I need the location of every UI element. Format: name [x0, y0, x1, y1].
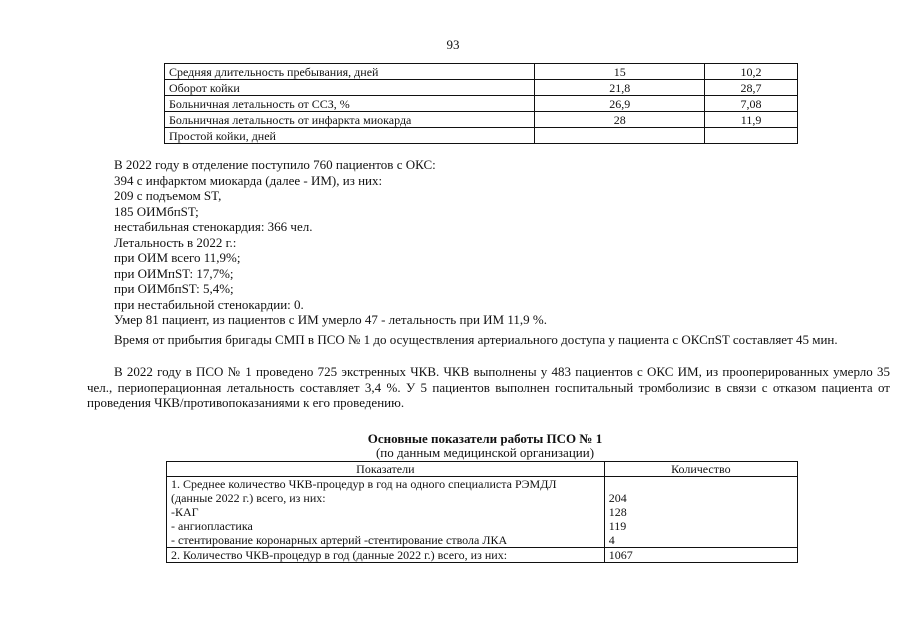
stat-value: 10,2: [705, 64, 798, 80]
stat-label: Простой койки, дней: [165, 128, 535, 144]
table-row: [167, 477, 798, 548]
text-line: В 2022 году в отделение поступило 760 пациентов с ОКС:: [114, 157, 436, 172]
stat-label: Средняя длительность пребывания, дней: [165, 64, 535, 80]
stat-value: 28: [535, 112, 705, 128]
stat-value: 26,9: [535, 96, 705, 112]
section-title: Основные показатели работы ПСО № 1: [367, 431, 603, 446]
indicator-line: (данные 2022 г.) всего, из них:: [171, 491, 326, 505]
paragraph-text: Время от прибытия бригады СМП в ПСО № 1 до осуществления артериального доступа у пациента с ОКСпST составляет 45 мин.: [114, 332, 838, 347]
quantity-cell: [604, 477, 797, 548]
table-row: [167, 548, 798, 563]
text-line: Летальность в 2022 г.:: [114, 234, 237, 250]
column-header: Количество: [604, 462, 797, 477]
quantity-value: 119: [608, 519, 627, 533]
column-header: Показатели: [167, 462, 605, 477]
indicator-line: -КАГ: [171, 505, 199, 519]
text-line: нестабильная стенокардия: 366 чел.: [114, 219, 313, 234]
table-row: [165, 64, 798, 80]
stat-value: 21,8: [535, 80, 705, 96]
quantity-value: 204: [608, 491, 627, 505]
quantity-value: 1067: [604, 548, 797, 563]
page-number: 93: [446, 37, 460, 52]
text-line: при ОИМбпST: 5,4%;: [114, 281, 234, 296]
section-subtitle: (по данным медицинской организации): [375, 445, 595, 460]
text-line: 185 ОИМбпST;: [114, 203, 199, 219]
text-line: 394 с инфарктом миокарда (далее - ИМ), из них:: [114, 172, 383, 188]
table-row: [165, 96, 798, 112]
table-row: [165, 80, 798, 96]
text-line: при ОИМ всего 11,9%;: [114, 250, 241, 265]
text-line: при ОИМпST: 17,7%;: [114, 265, 234, 281]
indicator-cell: [167, 477, 605, 548]
statistics-lines: [114, 157, 547, 328]
time-paragraph: [87, 332, 890, 348]
quantity-value: [609, 477, 793, 491]
text-line: 209 с подъемом ST,: [114, 188, 222, 203]
indicators-table: [166, 461, 798, 563]
stat-value: [535, 128, 705, 144]
indicator-line: - ангиопластика: [171, 519, 253, 533]
stat-label: Больничная летальность от ССЗ, %: [165, 96, 535, 112]
quantity-value: 128: [608, 505, 627, 519]
stat-value: 28,7: [705, 80, 798, 96]
text-line: при нестабильной стенокардии: 0.: [114, 296, 304, 312]
stats-table: [164, 63, 798, 144]
indicator-line: 1. Среднее количество ЧКВ-процедур в год на одного специалиста РЭМДЛ: [171, 477, 557, 491]
paragraph-text: В 2022 году в ПСО № 1 проведено 725 экстренных ЧКВ. ЧКВ выполнены у 483 пациентов с ОКС ИМ, из прооперированных умерло 35 чел., периоперационная летальность составляет 3,4 %. У 5 пациентов выполнен госпитальный тромболизис в связи с отказом пациента от проведения ЧКВ/противопоказаниями к его проведению.: [87, 364, 890, 410]
indicator-cell: 2. Количество ЧКВ-процедур в год (данные 2022 г.) всего, из них:: [167, 548, 605, 563]
stat-label: Оборот койки: [165, 80, 535, 96]
stat-value: 11,9: [705, 112, 798, 128]
stat-label: Больничная летальность от инфаркта миокарда: [165, 112, 535, 128]
table-row: [165, 128, 798, 144]
table-header-row: [167, 462, 798, 477]
quantity-value: 4: [608, 533, 615, 547]
pci-paragraph: [87, 364, 890, 411]
stat-value: [705, 128, 798, 144]
stat-value: 15: [535, 64, 705, 80]
indicator-line: - стентирование коронарных артерий -стентирование ствола ЛКА: [171, 533, 508, 547]
text-line: Умер 81 пациент, из пациентов с ИМ умерло 47 - летальность при ИМ 11,9 %.: [114, 312, 547, 327]
stat-value: 7,08: [705, 96, 798, 112]
table-row: [165, 112, 798, 128]
